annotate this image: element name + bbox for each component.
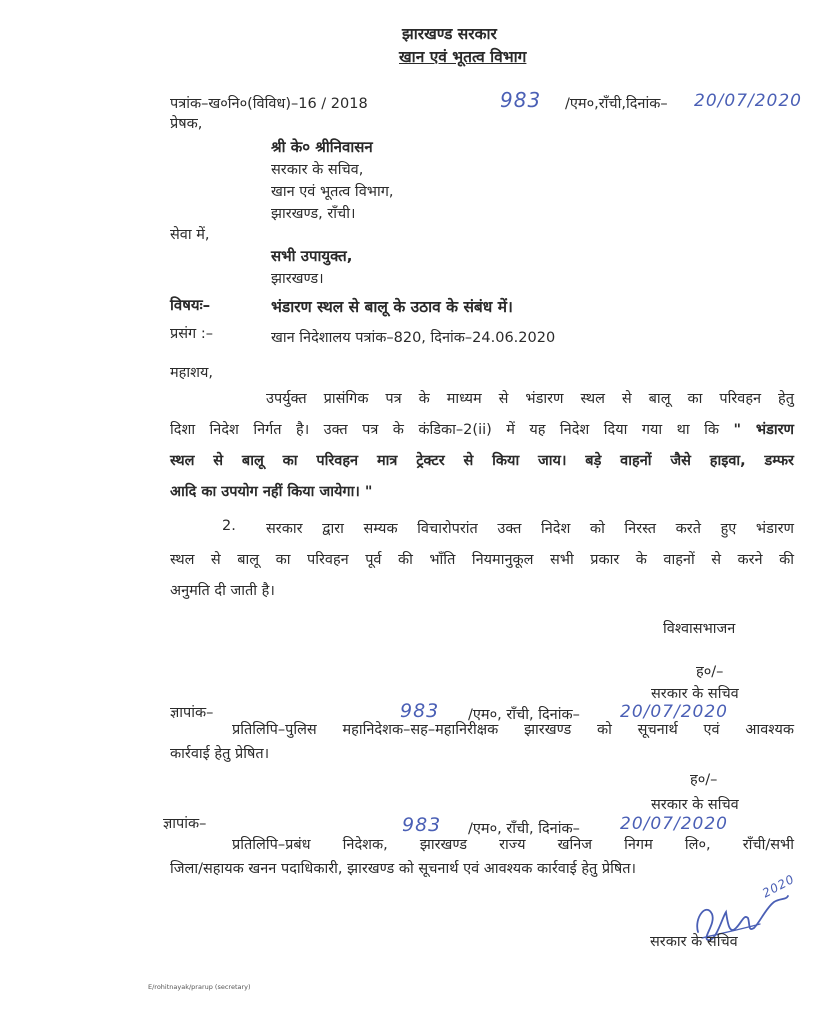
paragraph-1-line-4: आदि का उपयोग नहीं किया जायेगा। " (170, 484, 373, 500)
file-path: E/rohitnayak/prarup (secretary) (148, 983, 251, 991)
recipient-location: झारखण्ड। (271, 271, 324, 287)
paragraph-2-line-3: अनुमति दी जाती है। (170, 583, 275, 599)
sender-designation: सरकार के सचिव, (271, 162, 364, 178)
copy-2-body (170, 833, 794, 881)
copy-2-number: 983 (402, 814, 442, 836)
recipient-name: सभी उपायुक्त, (271, 247, 353, 265)
letter-reference: पत्रांक–ख०नि०(विविध)–16 / 2018 (170, 96, 368, 112)
letter-date: 20/07/2020 (694, 91, 802, 111)
copy-1-line-1: प्रतिलिपि–पुलिस महानिदेशक–सह–महानिरीक्षक झारखण्ड को सूचनार्थ एवं आवश्यक (232, 722, 794, 738)
sender-location: झारखण्ड, राँची। (271, 206, 356, 222)
reference-text: खान निदेशालय पत्रांक–820, दिनांक–24.06.2020 (271, 330, 556, 346)
subject-text: भंडारण स्थल से बालू के उठाव के संबंध में। (271, 298, 513, 316)
signed-mark: ह०/– (696, 664, 724, 680)
paragraph-2-number: 2. (222, 518, 236, 534)
paragraph-1 (170, 384, 794, 508)
subject-label: विषयः– (170, 296, 211, 314)
paragraph-2 (170, 514, 794, 607)
copy-2-label: ज्ञापांक– (163, 816, 207, 832)
copy-1-body (170, 718, 794, 766)
salutation: महाशय, (170, 365, 214, 381)
paragraph-1-line-1: उपर्युक्त प्रासंगिक पत्र के माध्यम से भंडारण स्थल से बालू का परिवहन हेतु (266, 391, 794, 407)
letter-number: 983 (500, 88, 542, 112)
copy-2-line-2: जिला/सहायक खनन पदाधिकारी, झारखण्ड को सूचनार्थ एवं आवश्यक कार्रवाई हेतु प्रेषित। (170, 861, 637, 877)
copy-2-designation: सरकार के सचिव (650, 934, 738, 950)
paragraph-1-quote-start: " भंडारण (733, 422, 795, 438)
signature-date: 2020 (760, 871, 798, 901)
reference-label: प्रसंग :– (170, 326, 213, 342)
copy-1-place-date-label: /एम०, राँची, दिनांक– (468, 707, 580, 723)
closing: विश्वासभाजन (663, 621, 736, 637)
letter-place-date-label: /एम०,राँची,दिनांक– (565, 96, 668, 112)
secretary-designation: सरकार के सचिव (651, 686, 739, 702)
copy-2-line-1: प्रतिलिपि–प्रबंध निदेशक, झारखण्ड राज्य खनिज निगम लि०, राँची/सभी (232, 837, 794, 853)
sender-department: खान एवं भूतत्व विभाग, (271, 184, 394, 200)
government-title: झारखण्ड सरकार (402, 25, 497, 43)
paragraph-1-line-3: स्थल से बालू का परिवहन मात्र ट्रेक्टर से किया जाय। बड़े वाहनों जैसे हाइवा, डम्फर (170, 453, 794, 469)
sender-label: प्रेषक, (170, 116, 203, 132)
recipient-label: सेवा में, (170, 227, 210, 243)
copy-1-date: 20/07/2020 (620, 702, 728, 722)
paragraph-1-line-2-text: दिशा निदेश निर्गत है। उक्त पत्र के कंडिका–2(ii) में यह निदेश दिया गया था कि (170, 422, 719, 438)
copy-1-signed-mark: ह०/– (690, 772, 718, 788)
copy-1-number: 983 (400, 700, 440, 722)
department-title: खान एवं भूतत्व विभाग (399, 48, 527, 66)
paragraph-2-line-1: सरकार द्वारा सम्यक विचारोपरांत उक्त निदेश को निरस्त करते हुए भंडारण (266, 521, 794, 537)
copy-2-date: 20/07/2020 (620, 814, 728, 834)
paragraph-1-line-2 (170, 415, 794, 446)
copy-1-label: ज्ञापांक– (170, 705, 214, 721)
copy-1-designation: सरकार के सचिव (651, 797, 739, 813)
copy-2-place-date-label: /एम०, राँची, दिनांक– (468, 821, 580, 837)
paragraph-2-line-2: स्थल से बालू का परिवहन पूर्व की भाँति नियमानुकूल सभी प्रकार के वाहनों से करने की (170, 552, 794, 568)
copy-1-line-2: कार्रवाई हेतु प्रेषित। (170, 746, 270, 762)
sender-name: श्री के० श्रीनिवासन (271, 138, 373, 156)
